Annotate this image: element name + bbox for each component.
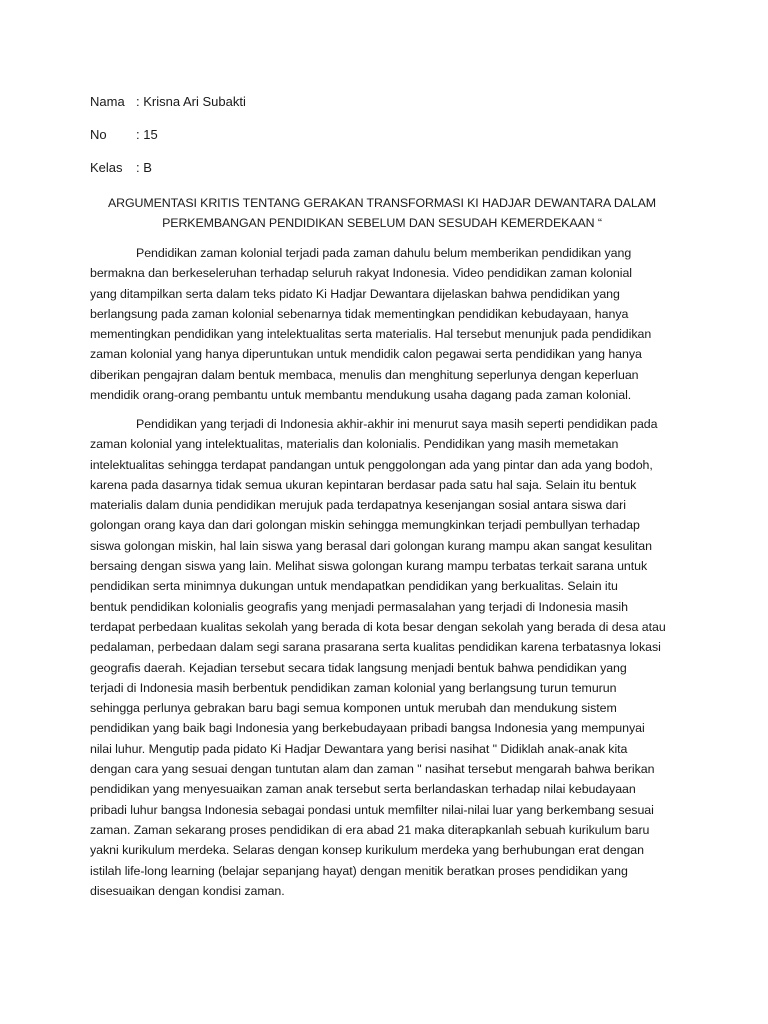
name-value: : Krisna Ari Subakti — [136, 94, 246, 109]
paragraph-line: bentuk pendidikan kolonialis geografis yang menjadi permasalahan yang terjadi di Indonesia masih — [90, 599, 628, 614]
paragraph-line: geografis daerah. Kejadian tersebut secara tidak langsung menjadi bentuk bahwa pendidikan yang — [90, 660, 627, 675]
paragraph-line: siswa golongan miskin, hal lain siswa yang berasal dari golongan kurang mampu akan sangat kesulitan — [90, 538, 652, 553]
number-value: : 15 — [136, 127, 158, 142]
paragraph-line: yakni kurikulum merdeka. Selaras dengan konsep kurikulum merdeka yang berhubungan erat dengan — [90, 843, 644, 858]
paragraph-line: pedalaman, perbedaan dalam segi sarana prasarana serta kualitas pendidikan karena terbatasnya lokasi — [90, 640, 661, 655]
paragraph-line: terjadi di Indonesia masih berbentuk pendidikan zaman kolonial yang berlangsung turun temurun — [90, 680, 617, 695]
paragraph-line: berlangsung pada zaman kolonial sebenarnya tidak mementingkan pendidikan kebudayaan, hanya — [90, 306, 629, 321]
title-line: PERKEMBANGAN PENDIDIKAN SEBELUM DAN SESUDAH KEMERDEKAAN “ — [162, 216, 602, 230]
paragraph-line: diberikan pengajran dalam bentuk membaca, menulis dan menghitung seperlunya dengan keperluan — [90, 367, 639, 382]
number-label: No — [90, 127, 107, 142]
paragraph-line: zaman kolonial yang hanya diperuntukan untuk mendidik calon pegawai serta pendidikan yang hanya — [90, 347, 642, 362]
paragraph-line: bermakna dan berkeseleruhan terhadap seluruh rakyat Indonesia. Video pendidikan zaman kolonial — [90, 266, 633, 281]
paragraph-line: zaman. Zaman sekarang proses pendidikan di era abad 21 maka diterapkanlah sebuah kurikulum baru — [90, 822, 650, 837]
paragraph-line: dengan cara yang sesuai dengan tuntutan alam dan zaman " nasihat tersebut mengarah bahwa berikan — [90, 762, 655, 777]
paragraph-2 — [90, 414, 680, 901]
paragraph-line: bersaing dengan siswa yang lain. Melihat siswa golongan kurang mampu terbatas terkait sarana untuk — [90, 559, 648, 574]
paragraph-line: disesuaikan dengan kondisi zaman. — [90, 883, 285, 898]
paragraph-1 — [90, 243, 680, 405]
paragraph-line: pribadi luhur bangsa Indonesia sebagai pondasi untuk memfilter nilai-nilai luar yang berkembang sesuai — [90, 802, 654, 817]
paragraph-line: Pendidikan zaman kolonial terjadi pada zaman dahulu belum memberikan pendidikan yang — [136, 246, 632, 260]
title-line: ARGUMENTASI KRITIS TENTANG GERAKAN TRANSFORMASI KI HADJAR DEWANTARA DALAM — [107, 196, 657, 210]
paragraph-line: golongan orang kaya dan dari golongan miskin sehingga memungkinkan terjadi pembullyan terhadap — [90, 518, 640, 533]
student-name-row — [90, 94, 246, 110]
paragraph-line: Pendidikan yang terjadi di Indonesia akhir-akhir ini menurut saya masih seperti pendidikan pada — [136, 417, 658, 431]
paragraph-line: intelektualitas sehingga terdapat pandangan untuk penggolongan ada yang pintar dan ada yang bodoh, — [90, 457, 653, 472]
student-number-row — [90, 127, 158, 143]
paragraph-line: pendidikan serta minimnya dukungan untuk mendapatkan pendidikan yang berkualitas. Selain itu — [90, 579, 618, 594]
class-value: : B — [136, 160, 152, 175]
paragraph-line: materialis dalam dunia pendidikan merujuk pada terdapatnya kesenjangan sosial antara siswa dari — [90, 498, 626, 513]
paragraph-line: sehingga perlunya gebrakan baru bagi semua komponen untuk merubah dan mendukung sistem — [90, 701, 617, 716]
paragraph-line: nilai luhur. Mengutip pada pidato Ki Hadjar Dewantara yang berisi nasihat " Didiklah anak-anak kita — [90, 741, 628, 756]
paragraph-line: karena pada dasarnya tidak semua ukuran kepintaran berdasar pada satu hal saja. Selain itu bentuk — [90, 477, 637, 492]
paragraph-line: mementingkan pendidikan yang intelektualitas serta materialis. Hal tersebut menunjuk pada pendidikan — [90, 327, 652, 342]
paragraph-line: yang ditampilkan serta dalam teks pidato Ki Hadjar Dewantara dijelaskan bahwa pendidikan yang — [90, 286, 620, 301]
paragraph-line: pendidikan yang menyesuaikan zaman anak tersebut serta berlandaskan terhadap nilai kebudayaan — [90, 782, 636, 797]
class-label: Kelas — [90, 160, 123, 175]
paragraph-line: pendidikan yang baik bagi Indonesia yang berkebudayaan pribadi bangsa Indonesia yang mempunyai — [90, 721, 645, 736]
paragraph-line: mendidik orang-orang pembantu untuk membantu mendukung usaha dagang pada zaman kolonial. — [90, 388, 632, 403]
paragraph-line: zaman kolonial yang intelektualitas, materialis dan kolonialis. Pendidikan yang masih memetakan — [90, 437, 619, 452]
paragraph-line: istilah life-long learning (belajar sepanjang hayat) dengan menitik beratkan proses pendidikan yang — [90, 863, 628, 878]
paragraph-line: terdapat perbedaan kualitas sekolah yang berada di kota besar dengan sekolah yang berada di desa atau — [90, 619, 666, 634]
document-title — [90, 193, 674, 233]
class-row — [90, 160, 152, 176]
name-label: Nama — [90, 94, 125, 109]
